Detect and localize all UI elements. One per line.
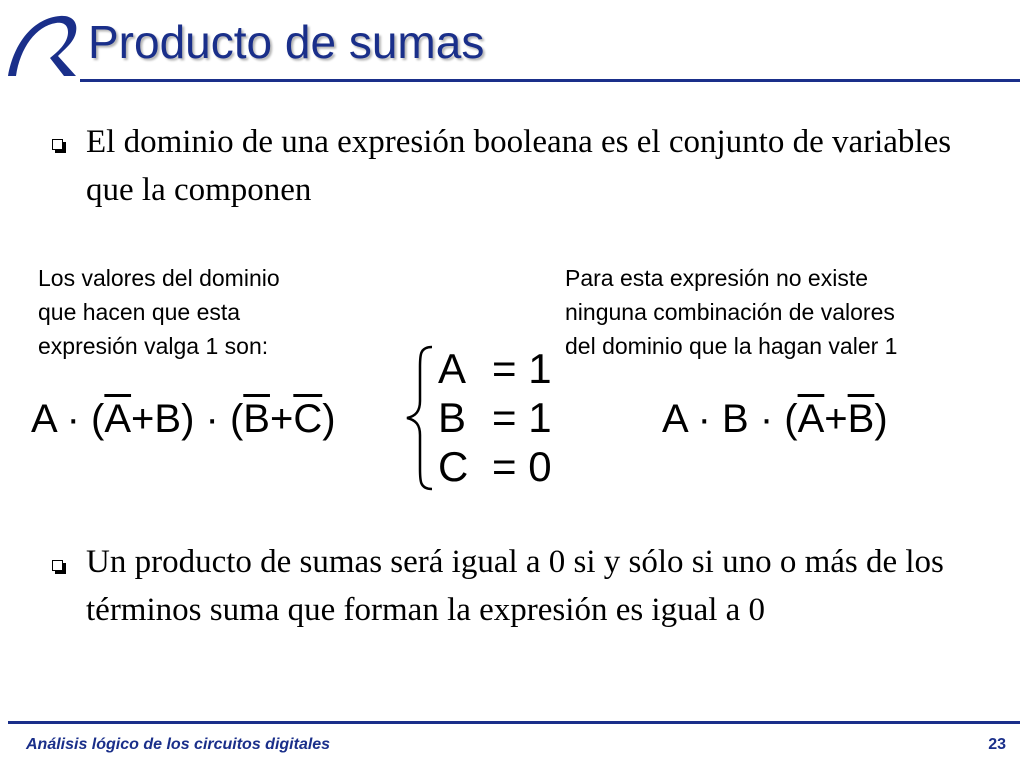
value-row-b bbox=[438, 394, 552, 442]
bullet-square-icon bbox=[52, 139, 66, 153]
bullet-text-1: El dominio de una expresión booleana es el conjunto de variables que la componen bbox=[86, 124, 952, 208]
left-note-line: que hacen que esta bbox=[38, 299, 241, 325]
expr-term: + bbox=[269, 397, 294, 441]
expr-term-negated: $\overline{B}$ bbox=[243, 397, 270, 441]
expr-term: A · bbox=[662, 397, 723, 441]
bullet-square-icon bbox=[52, 560, 66, 574]
page-number: 23 bbox=[988, 736, 1006, 753]
right-expression bbox=[662, 395, 888, 443]
value-assignment: = 0 bbox=[492, 443, 552, 490]
value-variable: B bbox=[438, 394, 467, 441]
expr-term: + bbox=[824, 397, 848, 441]
right-note-line: del dominio que la hagan valer 1 bbox=[565, 333, 898, 359]
value-variable: A bbox=[438, 345, 467, 392]
expr-term: B bbox=[722, 397, 749, 441]
expr-term-negated: $\overline{B}$ bbox=[847, 397, 875, 441]
expr-term-negated: $\overline{C}$ bbox=[293, 397, 323, 441]
swoosh-logo-icon bbox=[6, 12, 78, 78]
right-note-line: Para esta expresión no existe bbox=[565, 265, 869, 291]
left-note-line: expresión valga 1 son: bbox=[38, 333, 269, 359]
expr-term: · ( bbox=[748, 397, 798, 441]
left-note-line: Los valores del dominio bbox=[38, 265, 280, 291]
bullet-text-2: Un producto de sumas será igual a 0 si y sólo si uno o más de los términos suma que forman la expresión es igual a 0 bbox=[86, 544, 944, 628]
value-row-a bbox=[438, 345, 552, 393]
footer-divider bbox=[8, 721, 1020, 724]
expr-term: A bbox=[31, 397, 56, 441]
footer-course-title: Análisis lógico de los circuitos digitales bbox=[26, 736, 331, 753]
value-assignment: = 1 bbox=[492, 394, 552, 441]
expr-term: · ( bbox=[55, 397, 105, 441]
curly-brace-icon bbox=[404, 345, 434, 491]
expr-term-negated: $\overline{A}$ bbox=[104, 397, 132, 441]
value-variable: C bbox=[438, 443, 469, 490]
right-note-line: ninguna combinación de valores bbox=[565, 299, 895, 325]
left-note bbox=[38, 261, 280, 363]
expr-term-negated: $\overline{A}$ bbox=[797, 397, 825, 441]
value-row-c bbox=[438, 443, 552, 491]
expr-term: ) bbox=[874, 397, 888, 441]
expr-term: ) bbox=[322, 397, 336, 441]
slide-title: Producto de sumas bbox=[88, 16, 485, 68]
title-divider bbox=[80, 79, 1020, 82]
expr-term: +B) · ( bbox=[131, 397, 244, 441]
left-expression bbox=[31, 395, 336, 443]
value-assignment: = 1 bbox=[492, 345, 552, 392]
right-note bbox=[565, 261, 897, 363]
